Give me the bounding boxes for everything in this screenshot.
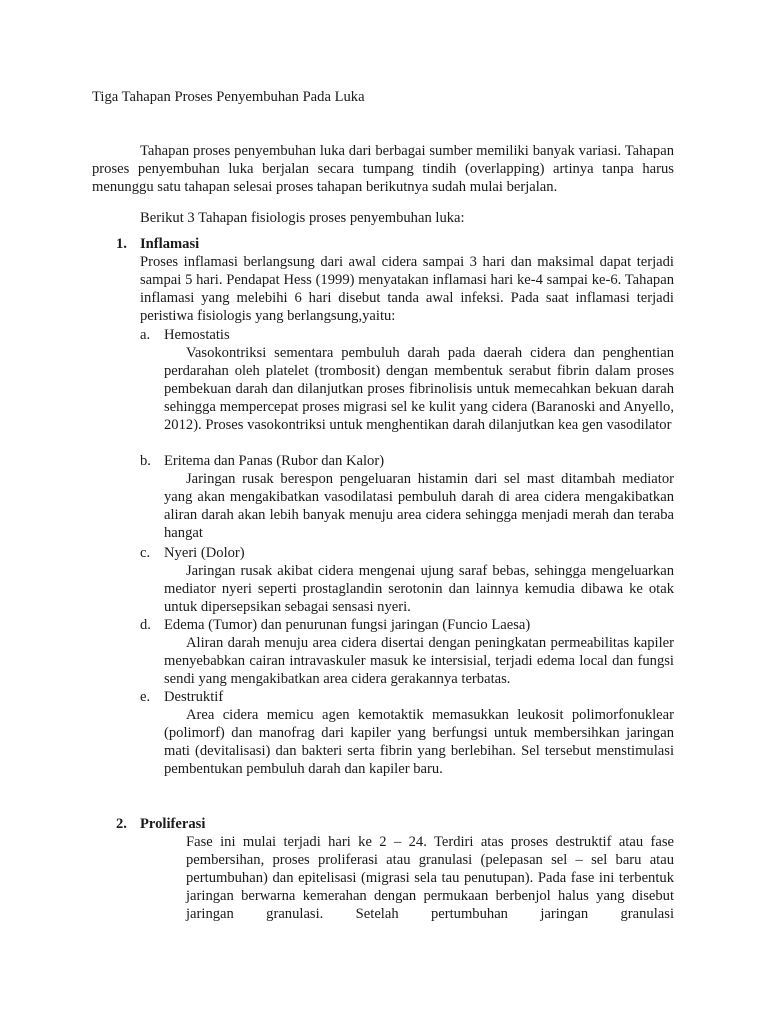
intro-paragraph: Tahapan proses penyembuhan luka dari berbagai sumber memiliki banyak variasi. Tahapan proses penyembuhan luka berjalan secara tumpang tindih (overlapping) artinya tanpa harus menunggu satu tahapan selesai proses tahapan berikutnya sudah mulai berjalan. <box>92 143 674 196</box>
section-body-inflamasi: Proses inflamasi berlangsung dari awal cidera sampai 3 hari dan maksimal dapat terjadi sampai 5 hari. Pendapat Hess (1999) menyatakan inflamasi hari ke-4 sampai ke-6. Tahapan inflamasi yang melebihi 6 hari disebut tanda awal infeksi. Pada saat inflamasi terjadi peristiwa fisiologis yang berlangsung,yaitu: <box>140 254 674 325</box>
subitem-title-destruktif: Destruktif <box>164 689 224 705</box>
subitem-letter: e. <box>140 689 151 705</box>
subitem-letter: b. <box>140 453 151 469</box>
section-label: Proliferasi <box>140 816 206 832</box>
section-number: 1. <box>116 236 127 252</box>
section-body-proliferasi: Fase ini mulai terjadi hari ke 2 – 24. Terdiri atas proses destruktif atau fase pembersihan, proses proliferasi atau granulasi (pelepasan sel – sel baru atau pertumbuhan) dan epitelisasi (migrasi sela tau penutupan). Pada fase ini terbentuk jaringan berwarna kemerahan dengan permukaan berbenjol halus yang disebut jaringan granulasi. Setelah pertumbuhan jaringan granulasi <box>186 834 674 923</box>
subitem-title-nyeri: Nyeri (Dolor) <box>164 545 245 561</box>
subitem-letter: a. <box>140 327 151 343</box>
subitem-title-hemostatis: Hemostatis <box>164 327 230 343</box>
subitem-title-eritema: Eritema dan Panas (Rubor dan Kalor) <box>164 453 385 469</box>
subitem-title-edema: Edema (Tumor) dan penurunan fungsi jaringan (Funcio Laesa) <box>164 617 531 633</box>
subitem-body-edema: Aliran darah menuju area cidera disertai dengan peningkatan permeabilitas kapiler menyebabkan cairan intravaskuler masuk ke intersisial, terjadi edema local dan fungsi sendi yang mengakibatkan area cidera gerakannya terbatas. <box>164 635 674 688</box>
subitem-letter: c. <box>140 545 151 561</box>
subitem-body-nyeri: Jaringan rusak akibat cidera mengenai ujung saraf bebas, sehingga mengeluarkan mediator nyeri seperti prostaglandin serotonin dan lainnya kemudia dibawa ke otak untuk dipersepsikan sebagai sensasi nyeri. <box>164 563 674 616</box>
subitem-body-destruktif: Area cidera memicu agen kemotaktik memasukkan leukosit polimorfonuklear (polimorf) dan manofrag dari kapiler yang berfungsi untuk membersihkan jaringan mati (devitalisasi) dan bakteri serta fibrin yang berlebihan. Sel tersebut menstimulasi pembentukan pembuluh darah dan kapiler baru. <box>164 707 674 778</box>
stages-intro: Berikut 3 Tahapan fisiologis proses penyembuhan luka: <box>140 210 465 226</box>
subitem-body-hemostatis: Vasokontriksi sementara pembuluh darah pada daerah cidera dan penghentian perdarahan oleh platelet (trombosit) dengan membentuk serabut fibrin dalam proses pembekuan darah dan dilanjutkan proses fibrinolisis untuk memecahkan bekuan darah sehingga mempercepat proses migrasi sel ke kulit yang cidera (Baranoski and Anyello, 2012). Proses vasokontriksi untuk menghentikan darah dilanjutkan kea gen vasodilator <box>164 345 674 434</box>
subitem-body-eritema: Jaringan rusak berespon pengeluaran histamin dari sel mast ditambah mediator yang akan mengakibatkan vasodilatasi pembuluh darah di area cidera mengakibatkan aliran darah akan lebih banyak menuju area cidera sehingga menjadi merah dan teraba hangat <box>164 471 674 542</box>
section-number: 2. <box>116 816 127 832</box>
subitem-letter: d. <box>140 617 151 633</box>
section-label: Inflamasi <box>140 236 200 252</box>
document-title: Tiga Tahapan Proses Penyembuhan Pada Luka <box>92 89 365 105</box>
